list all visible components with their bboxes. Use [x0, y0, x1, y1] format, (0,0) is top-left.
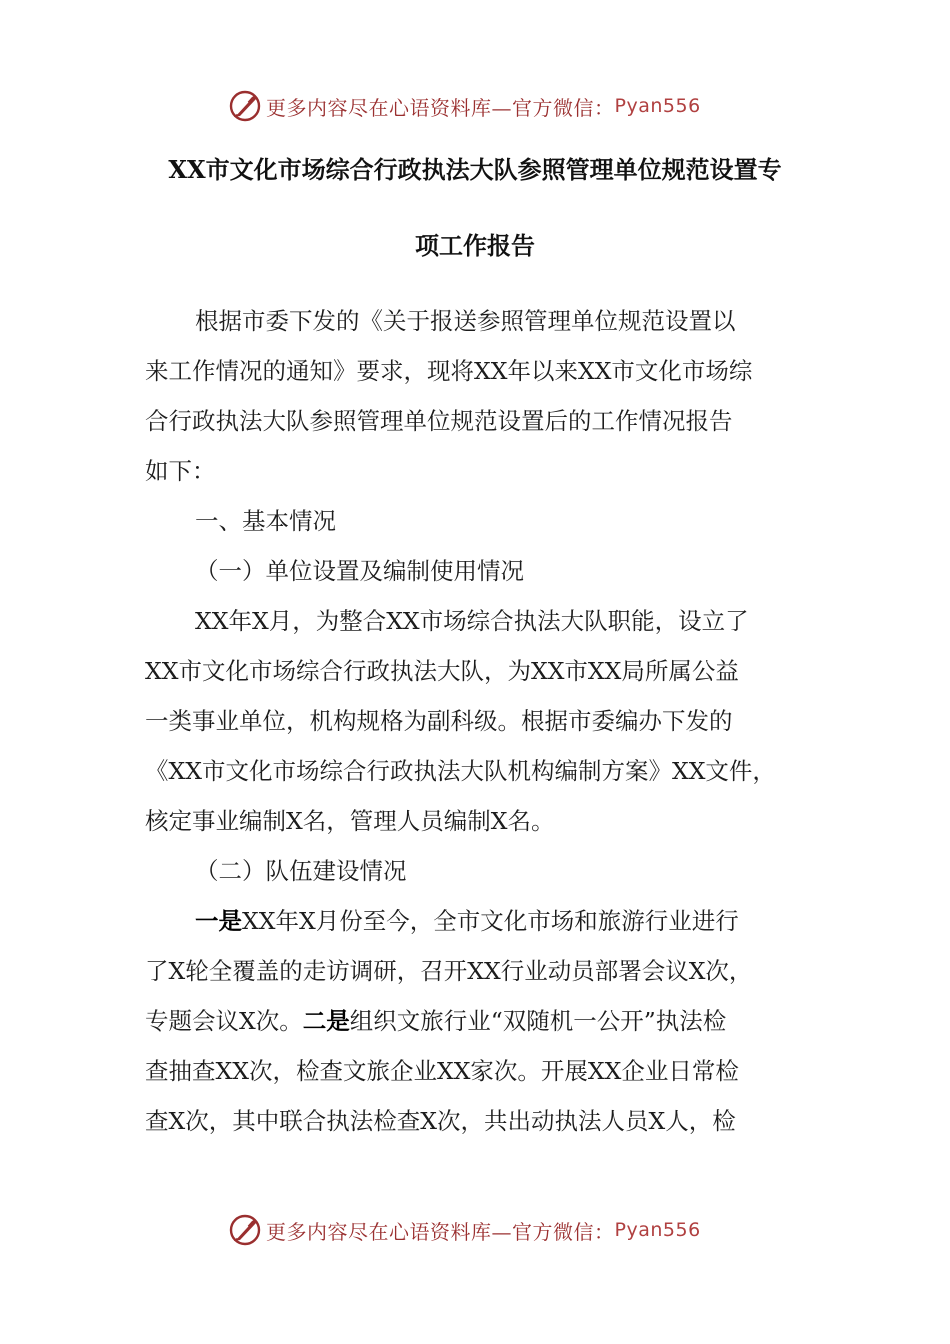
paragraph-1-line-3: 合行政执法大队参照管理单位规范设置后的工作情况报告	[145, 407, 733, 435]
paragraph-1-line-2: 来工作情况的通知》要求，现将XX年以来XX市文化市场综	[145, 357, 753, 385]
paragraph-3-line-5: 查X次，其中联合执法检查X次，共出动执法人员X人，检	[145, 1107, 736, 1135]
document-title-line-2: 项工作报告	[415, 231, 535, 260]
watermark-wechat-id: Pyan556	[614, 1219, 701, 1241]
paragraph-3-line-1-text: XX年X月份至今，全市文化市场和旅游行业进行	[242, 907, 739, 935]
paragraph-2-line-1: XX年X月，为整合XX市场综合执法大队职能，设立了	[195, 607, 749, 635]
subheading-unit-setup: （一）单位设置及编制使用情况	[195, 557, 524, 585]
paragraph-2-line-3: 一类事业单位，机构规格为副科级。根据市委编办下发的	[145, 707, 733, 735]
watermark-text: 更多内容尽在心语资料库—官方微信：	[266, 1219, 615, 1244]
paragraph-2-line-2: XX市文化市场综合行政执法大队，为XX市XX局所属公益	[145, 657, 739, 685]
paragraph-2-line-4: 《XX市文化市场综合行政执法大队机构编制方案》XX文件，	[145, 757, 776, 785]
quill-pen-logo-icon	[228, 1213, 262, 1247]
paragraph-3-line-2: 了X轮全覆盖的走访调研，召开XX行业动员部署会议X次，	[145, 957, 753, 985]
header-watermark	[228, 86, 748, 126]
paragraph-3-line-3-text-a: 专题会议X次。	[145, 1007, 303, 1035]
quill-pen-logo-icon	[228, 89, 262, 123]
paragraph-2-line-5: 核定事业编制X名，管理人员编制X名。	[145, 807, 555, 835]
footer-watermark	[228, 1210, 748, 1250]
watermark-wechat-id: Pyan556	[614, 95, 701, 117]
document-title-line-1: XX市文化市场综合行政执法大队参照管理单位规范设置专	[168, 155, 782, 184]
paragraph-1-line-4: 如下：	[145, 457, 216, 485]
section-heading-basic-situation: 一、基本情况	[195, 507, 336, 535]
paragraph-1-line-1: 根据市委下发的《关于报送参照管理单位规范设置以	[195, 307, 736, 335]
paragraph-3-line-4: 查抽查XX次，检查文旅企业XX家次。开展XX企业日常检	[145, 1057, 739, 1085]
subheading-team-building: （二）队伍建设情况	[195, 857, 407, 885]
paragraph-3-bold-second: 二是	[302, 1007, 350, 1035]
paragraph-3-line-3-text-b: 组织文旅行业“双随机一公开”执法检	[349, 1007, 727, 1035]
paragraph-3-line-1	[195, 896, 739, 946]
watermark-text: 更多内容尽在心语资料库—官方微信：	[266, 95, 615, 120]
paragraph-3-bold-first: 一是	[195, 907, 242, 935]
paragraph-3-line-3	[145, 996, 726, 1046]
